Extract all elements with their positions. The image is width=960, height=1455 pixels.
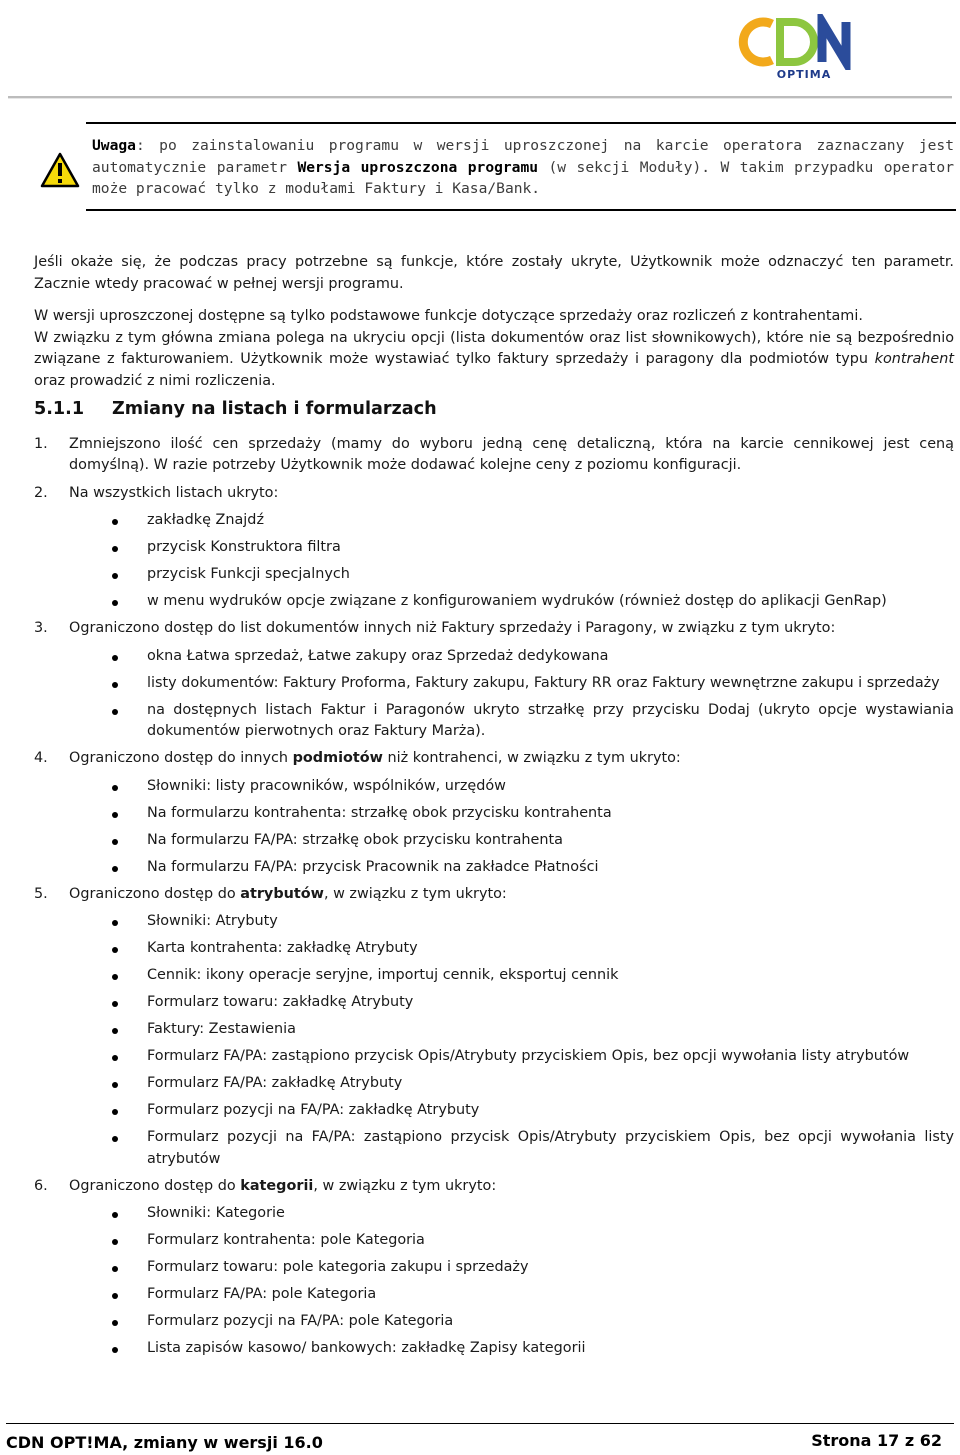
note-text-1: : po zainstalowaniu programu w wersji uproszczonej na karcie operatora zaznaczany jest automatycznie parametr: [92, 137, 954, 176]
logo-product-name: OPTIMA: [776, 68, 832, 81]
list-item-text: [34, 434, 954, 477]
list-item-text: [34, 618, 954, 640]
bullet-item: Na formularzu kontrahenta: strzałkę obok przycisku kontrahenta: [34, 803, 954, 825]
note-label: Uwaga: [92, 137, 136, 154]
bullet-item: Lista zapisów kasowo/ bankowych: zakładkę Zapisy kategorii: [34, 1338, 954, 1360]
bullet-item: Na formularzu FA/PA: przycisk Pracownik na zakładce Płatności: [34, 857, 954, 879]
document-body: [34, 252, 954, 1365]
bullet-item: Faktury: Zestawienia: [34, 1019, 954, 1041]
list-item-body: Ograniczono dostęp do list dokumentów innych niż Faktury sprzedaży i Paragony, w związku z tym ukryto:: [69, 620, 836, 636]
bullet-item: Cennik: ikony operacje seryjne, importuj cennik, eksportuj cennik: [34, 965, 954, 987]
intro-paragraph-1: Jeśli okaże się, że podczas pracy potrzebne są funkcje, które zostały ukryte, Użytkownik może odznaczyć ten parametr. Zacznie wtedy pracować w pełnej wersji programu.: [34, 254, 954, 292]
list-item-number: 4.: [34, 750, 48, 766]
intro-paragraph-2: W wersji uproszczonej dostępne są tylko podstawowe funkcje dotyczące sprzedaży oraz rozliczeń z kontrahentami.: [34, 308, 863, 324]
warning-icon: [40, 152, 80, 188]
bullet-item: w menu wydruków opcje związane z konfigurowaniem wydruków (również dostęp do aplikacji GenRap): [34, 591, 954, 613]
list-item-bold-term: kategorii: [240, 1177, 314, 1194]
intro-paragraph-3: [34, 328, 954, 393]
bullet-item: Formularz pozycji na FA/PA: zastąpiono przycisk Opis/Atrybuty przyciskiem Opis, bez opcji wywołania listy atrybutów: [34, 1127, 954, 1170]
list-item-body-start: Ograniczono dostęp do: [69, 885, 241, 902]
note-bottom-rule: [86, 209, 956, 211]
bullet-item: Formularz FA/PA: zakładkę Atrybuty: [34, 1073, 954, 1095]
bullet-item: zakładkę Znajdź: [34, 510, 954, 532]
note-text-2: (w sekcji Moduły). W takim przypadku operator może pracować tylko z modułami Faktury i Kasa/Bank.: [92, 158, 954, 197]
list-item-body-start: Ograniczono dostęp do innych: [69, 750, 293, 766]
bullet-item: przycisk Konstruktora filtra: [34, 537, 954, 559]
warning-note: [92, 135, 954, 200]
bullet-item: Formularz kontrahenta: pole Kategoria: [34, 1230, 954, 1252]
note-top-rule: [86, 122, 956, 124]
bullet-list: [34, 646, 954, 743]
section-number: 5.1.1: [34, 399, 85, 419]
list-item: [34, 434, 954, 477]
list-item-number: 1.: [34, 435, 48, 452]
bullet-item: Karta kontrahenta: zakładkę Atrybuty: [34, 938, 954, 960]
bullet-item: Słowniki: Atrybuty: [34, 911, 954, 933]
list-item-number: 2.: [34, 484, 48, 501]
footer-divider: [6, 1423, 954, 1424]
bullet-item: Formularz FA/PA: pole Kategoria: [34, 1284, 954, 1306]
list-item-body-end: niż kontrahenci, w związku z tym ukryto:: [382, 750, 681, 766]
list-item-bold-term: atrybutów: [240, 885, 324, 902]
bullet-item: Formularz pozycji na FA/PA: pole Kategoria: [34, 1311, 954, 1333]
bullet-list: [34, 776, 954, 879]
bullet-item: listy dokumentów: Faktury Proforma, Faktury zakupu, Faktury RR oraz Faktury wewnętrzne zakupu i sprzedaży: [34, 673, 954, 695]
list-item: [34, 618, 954, 743]
list-item-number: 5.: [34, 885, 48, 902]
list-item-body: Zmniejszono ilość cen sprzedaży (mamy do wyboru jedną cenę detaliczną, która na karcie cennikowej jest ceną domyślną). W razie potrzeby Użytkownik może dodawać kolejne ceny z poziomu konfiguracji.: [69, 435, 954, 473]
list-item-body-end: , w związku z tym ukryto:: [313, 1177, 497, 1194]
intro-p3-part-a: W związku z tym główna zmiana polega na ukryciu opcji (lista dokumentów oraz list słownikowych), które nie są bezpośrednio związane z fakturowaniem. Użytkownik może wystawiać tylko faktury sprzedaży i paragony dla podmiotów typu: [34, 329, 954, 367]
bullet-item: przycisk Funkcji specjalnych: [34, 564, 954, 586]
footer-document-title: CDN OPT!MA, zmiany w wersji 16.0: [6, 1433, 323, 1452]
header-divider: [8, 96, 952, 98]
list-item-text: [34, 1176, 954, 1198]
list-item: [34, 483, 954, 613]
intro-p3-emphasis: kontrahent: [874, 351, 954, 367]
bullet-item: Formularz FA/PA: zastąpiono przycisk Opis/Atrybuty przyciskiem Opis, bez opcji wywołania listy atrybutów: [34, 1046, 954, 1068]
list-item-body: Na wszystkich listach ukryto:: [69, 484, 279, 501]
bullet-item: okna Łatwa sprzedaż, Łatwe zakupy oraz Sprzedaż dedykowana: [34, 646, 954, 668]
bullet-item: Formularz pozycji na FA/PA: zakładkę Atrybuty: [34, 1100, 954, 1122]
list-item: [34, 748, 954, 878]
list-item-text: [34, 483, 954, 505]
bullet-item: Słowniki: Kategorie: [34, 1203, 954, 1225]
list-item-number: 6.: [34, 1177, 48, 1194]
list-item: [34, 1176, 954, 1360]
list-item-bold-term: podmiotów: [292, 750, 383, 766]
list-item-number: 3.: [34, 620, 48, 636]
list-item-body-end: , w związku z tym ukryto:: [323, 885, 507, 902]
section-heading: [34, 399, 954, 421]
bullet-item: na dostępnych listach Faktur i Paragonów ukryto strzałkę przy przycisku Dodaj (ukryto opcje wystawiania dokumentów pierwotnych oraz Faktury Marża).: [34, 700, 954, 743]
intro-p3-part-b: oraz prowadzić z nimi rozliczenia.: [34, 372, 276, 389]
list-item: [34, 884, 954, 1171]
bullet-list: [34, 510, 954, 613]
note-param: Wersja uproszczona programu: [297, 158, 539, 176]
list-item-text: [34, 884, 954, 906]
bullet-list: [34, 911, 954, 1170]
bullet-item: Słowniki: listy pracowników, wspólników, urzędów: [34, 776, 954, 798]
bullet-list: [34, 1203, 954, 1360]
bullet-item: Formularz towaru: pole kategoria zakupu i sprzedaży: [34, 1257, 954, 1279]
numbered-list: [34, 434, 954, 1360]
bullet-item: Na formularzu FA/PA: strzałkę obok przycisku kontrahenta: [34, 830, 954, 852]
footer-page-number: Strona 17 z 62: [811, 1431, 942, 1450]
list-item-body-start: Ograniczono dostęp do: [69, 1177, 241, 1194]
list-item-text: [34, 748, 954, 770]
bullet-item: Formularz towaru: zakładkę Atrybuty: [34, 992, 954, 1014]
section-title: Zmiany na listach i formularzach: [112, 399, 437, 419]
